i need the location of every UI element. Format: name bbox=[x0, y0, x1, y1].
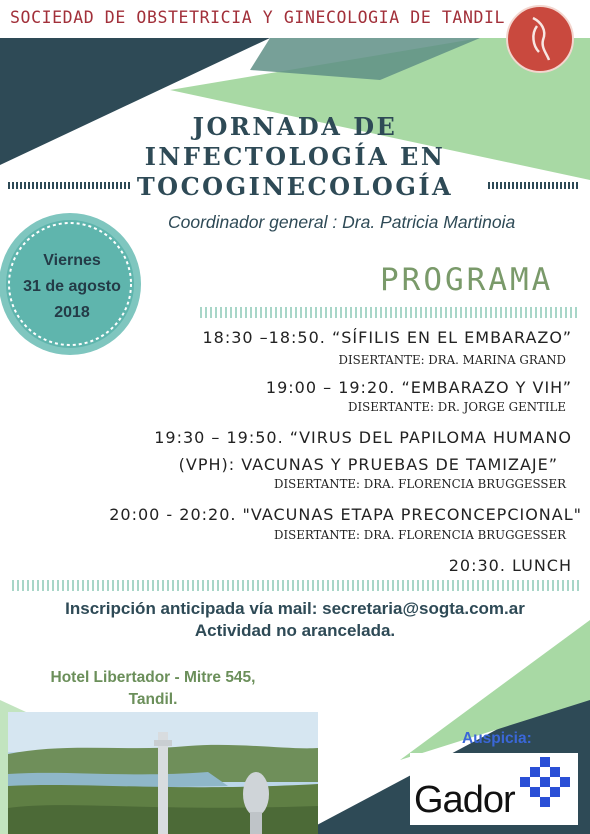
sponsor-logo bbox=[410, 753, 578, 825]
talk-3-speaker: DISERTANTE: DRA. FLORENCIA BRUGGESSER bbox=[274, 477, 566, 491]
society-logo-icon bbox=[503, 4, 577, 74]
registration-line-1: Inscripción anticipada vía mail: secretaria@sogta.com.ar bbox=[65, 599, 525, 618]
venue bbox=[28, 667, 278, 711]
venue-line-2: Tandil. bbox=[128, 691, 178, 708]
title-line-1: JORNADA DE bbox=[192, 112, 398, 141]
title-line-3: TOCOGINECOLOGÍA bbox=[136, 172, 454, 201]
program-divider-top bbox=[200, 307, 580, 318]
talk-4-speaker: DISERTANTE: DRA. FLORENCIA BRUGGESSER bbox=[274, 528, 566, 542]
program-heading: PROGRAMA bbox=[380, 262, 554, 298]
talk-1-title: 18:30 –18:50. “SÍFILIS EN EL EMBARAZO” bbox=[202, 328, 572, 347]
registration-info bbox=[0, 598, 590, 642]
lunch: 20:30. LUNCH bbox=[448, 556, 572, 575]
program-divider-bottom bbox=[12, 580, 580, 591]
title-line-2: INFECTOLOGÍA EN bbox=[144, 142, 446, 171]
venue-line-1: Hotel Libertador - Mitre 545, bbox=[50, 669, 256, 686]
talk-2-title: 19:00 – 19:20. “EMBARAZO Y VIH” bbox=[265, 378, 572, 397]
talk-4-title: 20:00 - 20:20. "VACUNAS ETAPA PRECONCEPCIONAL" bbox=[109, 505, 582, 524]
talk-3-title-line-1: 19:30 – 19:50. “VIRUS DEL PAPILOMA HUMANO bbox=[154, 428, 572, 447]
coordinator: Coordinador general : Dra. Patricia Martinoia bbox=[168, 212, 516, 232]
venue-photo bbox=[8, 712, 318, 834]
talk-3-title-line-2: (VPH): VACUNAS Y PRUEBAS DE TAMIZAJE” bbox=[178, 455, 558, 474]
sponsor-label: Auspicia: bbox=[462, 730, 532, 747]
registration-line-2: Actividad no arancelada. bbox=[194, 621, 396, 640]
date-weekday: Viernes bbox=[43, 252, 101, 269]
sponsor-name: Gador bbox=[414, 779, 515, 821]
date-day-month: 31 de agosto bbox=[23, 278, 121, 295]
talk-2-speaker: DISERTANTE: DR. JORGE GENTILE bbox=[348, 400, 566, 414]
title-decor-line-right bbox=[488, 182, 580, 189]
title-decor-line-left bbox=[8, 182, 130, 189]
date-year: 2018 bbox=[54, 304, 90, 321]
talk-1-speaker: DISERTANTE: DRA. MARINA GRAND bbox=[338, 353, 566, 367]
event-date bbox=[2, 248, 142, 326]
gador-cross-icon bbox=[514, 755, 576, 817]
society-name: SOCIEDAD DE OBSTETRICIA Y GINECOLOGIA DE TANDIL bbox=[10, 8, 506, 27]
